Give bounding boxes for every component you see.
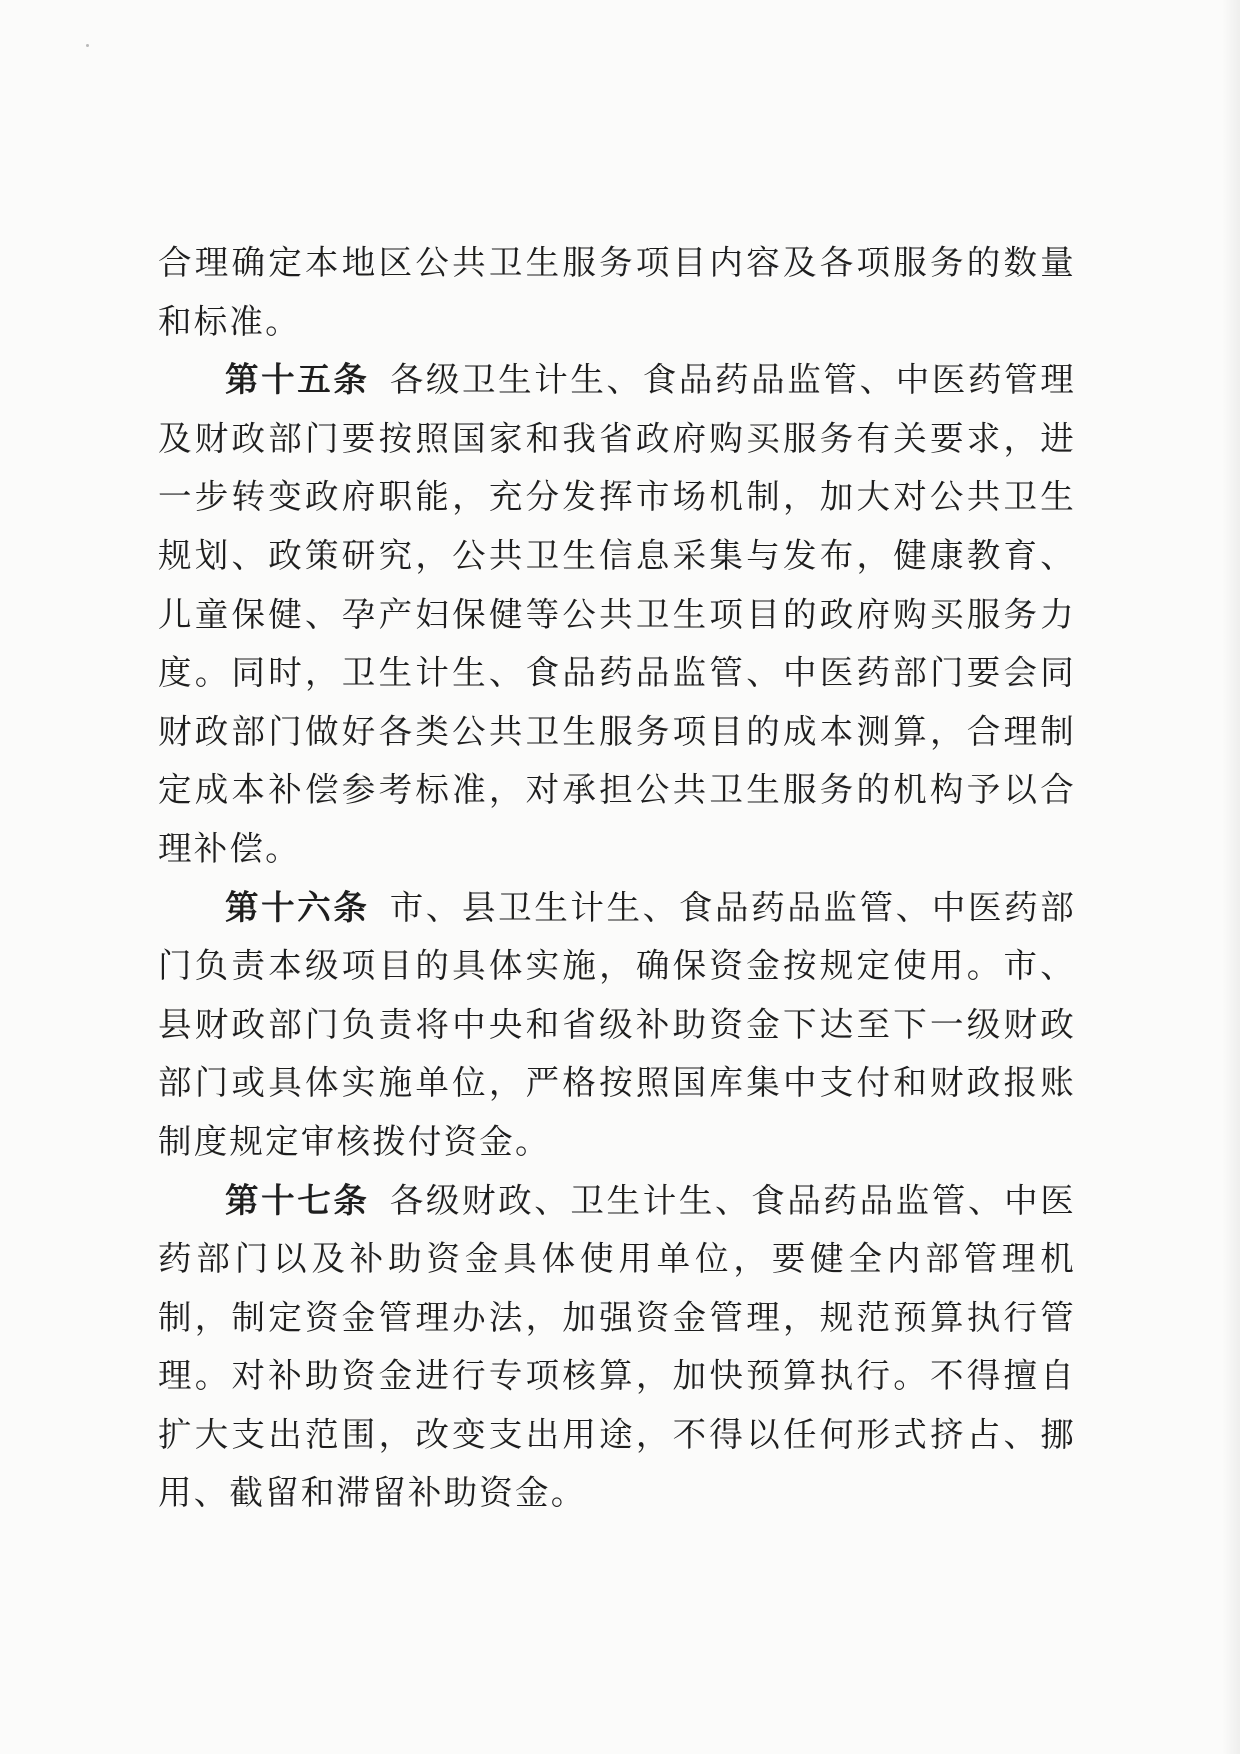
paragraph-text: 合理确定本地区公共卫生服务项目内容及各项服务的数量和标准。 [158,243,1076,341]
paragraph-text: 各级财政、卫生计生、食品药品监管、中医药部门以及补助资金具体使用单位，要健全内部管理机制，制定资金管理办法，加强资金管理，规范预算执行管理。对补助资金进行专项核算，加快预算执行。不得擅自扩大支出范围，改变支出用途，不得以任何形式挤占、挪用、截留和滞留补助资金。 [158,1180,1076,1513]
article-heading: 第十五条 [225,360,370,400]
paragraph-text: 市、县卫生计生、食品药品监管、中医药部门负责本级项目的具体实施，确保资金按规定使用。市、县财政部门负责将中央和省级补助资金下达至下一级财政部门或具体实施单位，严格按照国库集中支付和财政报账制度规定审核拨付资金。 [158,887,1076,1161]
paragraph-text: 各级卫生计生、食品药品监管、中医药管理及财政部门要按照国家和我省政府购买服务有关要求，进一步转变政府职能，充分发挥市场机制，加大对公共卫生规划、政策研究，公共卫生信息采集与发布，健康教育、儿童保健、孕产妇保健等公共卫生项目的政府购买服务力度。同时，卫生计生、食品药品监管、中医药部门要会同财政部门做好各类公共卫生服务项目的成本测算，合理制定成本补偿参考标准，对承担公共卫生服务的机构予以合理补偿。 [158,360,1076,868]
article-15-paragraph [158,351,1076,878]
scan-speck [86,44,89,47]
article-16-paragraph [158,879,1076,1172]
scan-edge-shadow [1222,0,1240,1754]
article-heading: 第十七条 [225,1180,370,1220]
article-17-paragraph [158,1172,1076,1524]
document-body [158,234,1076,1523]
paragraph-continuation [158,234,1076,351]
article-heading: 第十六条 [225,887,370,927]
